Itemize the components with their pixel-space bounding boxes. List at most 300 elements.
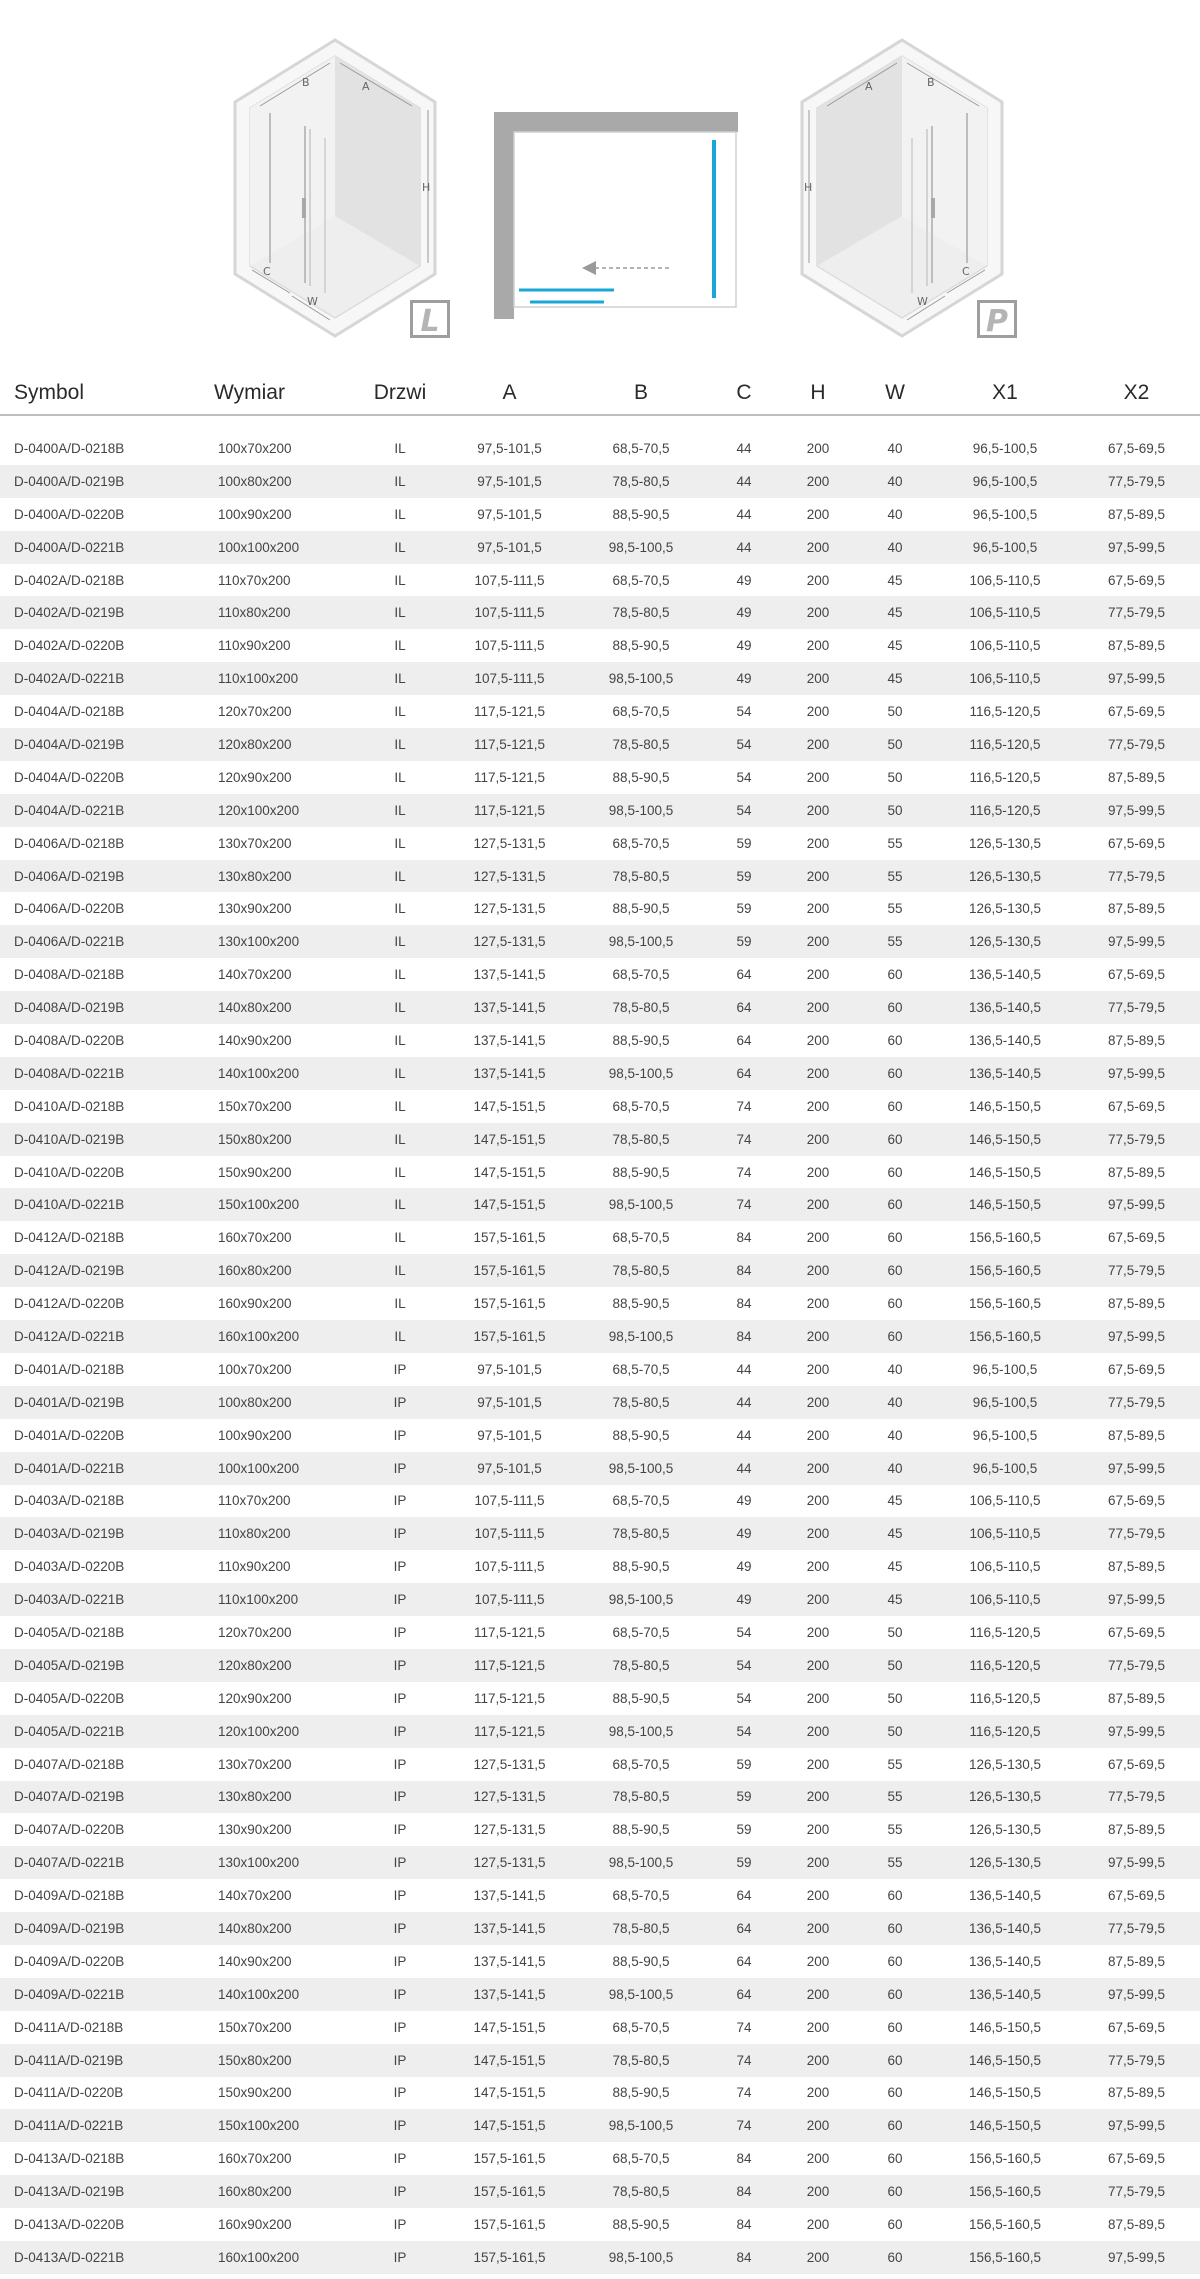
cell-x2: 77,5-79,5 [1073, 1386, 1200, 1419]
cell-b: 88,5-90,5 [612, 1164, 670, 1180]
cell-x2: 87,5-89,5 [1107, 1164, 1166, 1180]
cell-a: 157,5-161,5 [473, 2151, 546, 2167]
cell-w: 60 [853, 991, 937, 1024]
cell-c: 49 [705, 1517, 783, 1550]
cell-x2: 87,5-89,5 [1107, 1953, 1166, 1969]
cell-drzwi: IL [394, 638, 406, 654]
cell-b: 88,5-90,5 [612, 1690, 670, 1706]
table-row [0, 1846, 1200, 1879]
cell-drzwi: IL [358, 925, 442, 958]
cell-symbol: D-0400A/D-0219B [0, 465, 206, 498]
cell-w: 55 [887, 901, 903, 917]
cell-c: 49 [736, 572, 752, 588]
cell-h: 200 [806, 1493, 830, 1509]
table-row [0, 1057, 1200, 1090]
cell-wymiar: 120x100x200 [206, 1715, 358, 1748]
cell-h: 200 [806, 440, 830, 456]
cell-symbol: D-0400A/D-0221B [0, 531, 206, 564]
cell-x1: 106,5-110,5 [969, 1559, 1041, 1575]
cell-x2: 97,5-99,5 [1073, 531, 1200, 564]
cell-drzwi: IL [394, 769, 406, 785]
cell-b: 88,5-90,5 [612, 506, 670, 522]
table-row [0, 925, 1200, 958]
cell-c: 54 [705, 1715, 783, 1748]
cell-x1: 126,5-130,5 [968, 835, 1042, 851]
cell-c: 84 [736, 2151, 752, 2167]
cell-a: 137,5-141,5 [442, 1978, 577, 2011]
cell-a: 147,5-151,5 [442, 2109, 577, 2142]
cell-x2: 67,5-69,5 [1107, 2019, 1166, 2035]
cell-h: 200 [783, 1781, 853, 1814]
cell-a: 107,5-111,5 [442, 662, 577, 695]
cell-a: 157,5-161,5 [442, 1254, 577, 1287]
cell-a: 147,5-151,5 [442, 1123, 577, 1156]
cell-w: 60 [853, 1320, 937, 1353]
cell-c: 74 [705, 2044, 783, 2077]
cell-symbol: D-0405A/D-0220B [14, 1690, 125, 1706]
cell-h: 200 [806, 1756, 830, 1772]
cell-x2: 77,5-79,5 [1073, 1649, 1200, 1682]
cell-w: 50 [887, 1690, 903, 1706]
cell-x2: 67,5-69,5 [1107, 704, 1166, 720]
cell-wymiar: 150x100x200 [206, 1188, 358, 1221]
table-row [0, 1781, 1200, 1814]
cell-x1: 96,5-100,5 [972, 1361, 1038, 1377]
cell-b: 68,5-70,5 [612, 967, 670, 983]
cell-c: 84 [705, 1254, 783, 1287]
cell-c: 49 [705, 1583, 783, 1616]
cell-a: 117,5-121,5 [473, 704, 546, 720]
cell-w: 50 [853, 794, 937, 827]
cell-x2: 67,5-69,5 [1107, 572, 1166, 588]
cell-x2: 87,5-89,5 [1107, 1822, 1166, 1838]
right-enclosure-drawing [797, 38, 1007, 338]
label-w: W [917, 295, 928, 308]
cell-symbol: D-0405A/D-0221B [0, 1715, 206, 1748]
cell-symbol: D-0406A/D-0218B [14, 835, 125, 851]
cell-c: 54 [736, 1625, 752, 1640]
table-row [0, 2044, 1200, 2077]
cell-drzwi: IP [358, 1452, 442, 1485]
cell-drzwi: IP [358, 1781, 442, 1814]
cell-b: 98,5-100,5 [577, 1583, 705, 1616]
cell-w: 55 [887, 1822, 903, 1838]
cell-a: 107,5-111,5 [474, 638, 545, 654]
cell-h: 200 [783, 2044, 853, 2077]
cell-w: 50 [853, 1649, 937, 1682]
cell-wymiar: 160x100x200 [206, 1320, 358, 1353]
cell-w: 45 [853, 1583, 937, 1616]
cell-symbol: D-0404A/D-0218B [14, 704, 125, 720]
cell-a: 147,5-151,5 [473, 2085, 546, 2101]
cell-x1: 126,5-130,5 [968, 1822, 1042, 1838]
cell-x2: 67,5-69,5 [1107, 1361, 1166, 1377]
cell-h: 200 [806, 2085, 830, 2101]
cell-b: 78,5-80,5 [577, 1254, 705, 1287]
cell-w: 50 [887, 1625, 903, 1640]
cell-x1: 106,5-110,5 [937, 1517, 1073, 1550]
cell-h: 200 [783, 991, 853, 1024]
cell-drzwi: IL [394, 835, 406, 851]
table-row [0, 1485, 1200, 1518]
cell-drzwi: IL [358, 1057, 442, 1090]
cell-a: 157,5-161,5 [473, 1230, 546, 1246]
cell-c: 74 [705, 1188, 783, 1221]
cell-x1: 106,5-110,5 [937, 1583, 1073, 1616]
cell-drzwi: IL [394, 1032, 406, 1048]
cell-x1: 156,5-160,5 [937, 2241, 1073, 2274]
label-a: A [362, 80, 370, 93]
cell-wymiar: 120x80x200 [206, 728, 358, 761]
cell-wymiar: 130x100x200 [206, 1846, 358, 1879]
cell-drzwi: IL [394, 704, 406, 720]
cell-drzwi: IP [358, 1978, 442, 2011]
cell-x1: 116,5-120,5 [937, 1715, 1073, 1748]
cell-b: 98,5-100,5 [577, 1452, 705, 1485]
cell-drzwi: IP [358, 1649, 442, 1682]
cell-a: 107,5-111,5 [442, 1517, 577, 1550]
cell-c: 59 [705, 925, 783, 958]
cell-c: 54 [705, 794, 783, 827]
cell-x2: 97,5-99,5 [1073, 662, 1200, 695]
cell-wymiar: 150x100x200 [206, 2109, 358, 2142]
cell-symbol: D-0405A/D-0219B [0, 1649, 206, 1682]
cell-x1: 136,5-140,5 [968, 1888, 1042, 1904]
cell-c: 59 [736, 1756, 752, 1772]
cell-a: 97,5-101,5 [477, 440, 542, 456]
cell-wymiar: 140x70x200 [218, 1888, 292, 1904]
cell-c: 49 [705, 662, 783, 695]
cell-wymiar: 160x90x200 [218, 1296, 292, 1312]
cell-a: 97,5-101,5 [477, 506, 542, 522]
cell-c: 59 [705, 1781, 783, 1814]
cell-c: 49 [736, 1559, 752, 1575]
cell-b: 98,5-100,5 [577, 1188, 705, 1221]
cell-wymiar: 110x100x200 [206, 1583, 358, 1616]
cell-c: 74 [736, 2019, 752, 2035]
cell-wymiar: 130x90x200 [218, 901, 292, 917]
table-row [0, 2208, 1200, 2241]
table-row [0, 1616, 1200, 1649]
cell-w: 45 [887, 1559, 903, 1575]
cell-h: 200 [783, 2175, 853, 2208]
label-b: B [302, 76, 310, 89]
cell-x2: 97,5-99,5 [1073, 1583, 1200, 1616]
cell-x2: 67,5-69,5 [1107, 835, 1166, 851]
cell-w: 60 [887, 1953, 903, 1969]
table-row [0, 596, 1200, 629]
cell-a: 147,5-151,5 [473, 1164, 546, 1180]
table-row [0, 991, 1200, 1024]
cell-symbol: D-0406A/D-0221B [0, 925, 206, 958]
cell-w: 60 [887, 1888, 903, 1904]
cell-drzwi: IP [358, 1517, 442, 1550]
cell-drzwi: IP [358, 1846, 442, 1879]
cell-symbol: D-0412A/D-0219B [0, 1254, 206, 1287]
cell-a: 97,5-101,5 [442, 531, 577, 564]
cell-h: 200 [806, 835, 830, 851]
cell-drzwi: IP [393, 1888, 407, 1904]
cell-x2: 67,5-69,5 [1107, 1888, 1166, 1904]
cell-x1: 96,5-100,5 [937, 465, 1073, 498]
cell-b: 68,5-70,5 [612, 1361, 670, 1377]
cell-c: 54 [736, 704, 752, 720]
cell-b: 78,5-80,5 [577, 728, 705, 761]
table-row [0, 1583, 1200, 1616]
cell-symbol: D-0412A/D-0218B [14, 1230, 125, 1246]
cell-c: 64 [736, 1032, 752, 1048]
cell-x2: 67,5-69,5 [1107, 1493, 1166, 1509]
label-h: H [804, 181, 813, 194]
cell-w: 55 [853, 1846, 937, 1879]
cell-c: 59 [705, 860, 783, 893]
cell-drzwi: IP [393, 2019, 407, 2035]
cell-x1: 136,5-140,5 [937, 991, 1073, 1024]
cell-c: 44 [705, 1386, 783, 1419]
plan-view-drawing [494, 112, 739, 320]
cell-b: 78,5-80,5 [577, 465, 705, 498]
cell-symbol: D-0402A/D-0219B [0, 596, 206, 629]
cell-wymiar: 100x80x200 [206, 465, 358, 498]
cell-h: 200 [783, 1386, 853, 1419]
cell-x2: 77,5-79,5 [1073, 1517, 1200, 1550]
cell-drzwi: IL [358, 728, 442, 761]
cell-x2: 87,5-89,5 [1107, 506, 1166, 522]
cell-w: 55 [853, 925, 937, 958]
cell-x1: 156,5-160,5 [937, 1254, 1073, 1287]
cell-b: 98,5-100,5 [577, 1057, 705, 1090]
cell-x1: 126,5-130,5 [937, 1781, 1073, 1814]
cell-b: 68,5-70,5 [612, 1098, 670, 1114]
cell-c: 49 [705, 596, 783, 629]
cell-symbol: D-0412A/D-0220B [14, 1296, 125, 1312]
cell-h: 200 [806, 967, 830, 983]
cell-x2: 97,5-99,5 [1073, 1846, 1200, 1879]
cell-h: 200 [806, 704, 830, 720]
table-header-row [0, 372, 1200, 415]
cell-wymiar: 140x80x200 [206, 1912, 358, 1945]
cell-a: 127,5-131,5 [473, 1822, 546, 1838]
cell-a: 147,5-151,5 [442, 2044, 577, 2077]
cell-b: 78,5-80,5 [577, 1912, 705, 1945]
cell-w: 60 [853, 2109, 937, 2142]
cell-h: 200 [806, 1032, 830, 1048]
cell-drzwi: IP [393, 1625, 407, 1640]
cell-wymiar: 120x70x200 [218, 1625, 292, 1640]
cell-h: 200 [783, 596, 853, 629]
cell-h: 200 [783, 1254, 853, 1287]
cell-x1: 106,5-110,5 [937, 662, 1073, 695]
cell-x2: 67,5-69,5 [1107, 440, 1166, 456]
cell-x2: 77,5-79,5 [1073, 2175, 1200, 2208]
cell-x2: 77,5-79,5 [1073, 991, 1200, 1024]
cell-symbol: D-0413A/D-0221B [0, 2241, 206, 2274]
cell-drzwi: IL [394, 1098, 406, 1114]
table-row [0, 1813, 1200, 1846]
header-a: A [442, 372, 577, 415]
cell-x1: 136,5-140,5 [937, 1057, 1073, 1090]
cell-b: 68,5-70,5 [612, 2151, 670, 2167]
cell-drzwi: IL [358, 1320, 442, 1353]
cell-x1: 106,5-110,5 [969, 638, 1041, 654]
cell-b: 98,5-100,5 [577, 1846, 705, 1879]
cell-b: 98,5-100,5 [577, 1715, 705, 1748]
cell-x2: 67,5-69,5 [1107, 1230, 1166, 1246]
cell-drzwi: IL [358, 662, 442, 695]
cell-a: 107,5-111,5 [474, 1493, 545, 1509]
cell-wymiar: 130x90x200 [218, 1822, 292, 1838]
cell-h: 200 [806, 1296, 830, 1312]
cell-w: 60 [887, 1296, 903, 1312]
header-drzwi: Drzwi [358, 372, 442, 415]
header-b: B [577, 372, 705, 415]
label-w: W [307, 295, 318, 308]
label-a: A [865, 80, 873, 93]
cell-wymiar: 130x70x200 [218, 835, 292, 851]
cell-symbol: D-0410A/D-0219B [0, 1123, 206, 1156]
cell-b: 68,5-70,5 [612, 1625, 670, 1640]
cell-drzwi: IL [358, 1254, 442, 1287]
cell-drzwi: IP [393, 1361, 407, 1377]
cell-x2: 87,5-89,5 [1107, 1559, 1166, 1575]
header-c: C [705, 372, 783, 415]
cell-a: 137,5-141,5 [473, 1032, 546, 1048]
cell-wymiar: 160x100x200 [206, 2241, 358, 2274]
cell-x1: 96,5-100,5 [937, 531, 1073, 564]
cell-h: 200 [783, 1123, 853, 1156]
cell-wymiar: 140x100x200 [206, 1057, 358, 1090]
cell-b: 88,5-90,5 [612, 1953, 670, 1969]
cell-symbol: D-0400A/D-0220B [14, 506, 125, 522]
table-row [0, 662, 1200, 695]
cell-symbol: D-0404A/D-0221B [0, 794, 206, 827]
table-row [0, 958, 1200, 991]
cell-wymiar: 100x90x200 [218, 1427, 292, 1443]
cell-c: 54 [736, 769, 752, 785]
cell-wymiar: 100x80x200 [206, 1386, 358, 1419]
table-row [0, 564, 1200, 597]
cell-wymiar: 120x90x200 [218, 1690, 292, 1706]
cell-wymiar: 150x80x200 [206, 1123, 358, 1156]
table-row [0, 1715, 1200, 1748]
cell-a: 97,5-101,5 [477, 1361, 542, 1377]
cell-h: 200 [783, 1452, 853, 1485]
cell-wymiar: 100x70x200 [218, 440, 292, 456]
cell-w: 55 [853, 1781, 937, 1814]
cell-w: 40 [887, 440, 903, 456]
cell-drzwi: IL [358, 1188, 442, 1221]
table-row [0, 465, 1200, 498]
cell-symbol: D-0409A/D-0218B [14, 1888, 125, 1904]
cell-c: 44 [705, 531, 783, 564]
cell-b: 68,5-70,5 [612, 835, 670, 851]
cell-a: 117,5-121,5 [473, 769, 546, 785]
cell-c: 74 [705, 1123, 783, 1156]
cell-symbol: D-0409A/D-0221B [0, 1978, 206, 2011]
cell-c: 84 [736, 1230, 752, 1246]
cell-h: 200 [783, 2109, 853, 2142]
cell-x1: 126,5-130,5 [937, 860, 1073, 893]
cell-wymiar: 100x100x200 [206, 531, 358, 564]
cell-wymiar: 120x90x200 [218, 769, 292, 785]
cell-h: 200 [783, 794, 853, 827]
cell-h: 200 [783, 1978, 853, 2011]
cell-symbol: D-0411A/D-0219B [0, 2044, 206, 2077]
cell-symbol: D-0401A/D-0219B [0, 1386, 206, 1419]
table-row [0, 1024, 1200, 1057]
cell-b: 78,5-80,5 [577, 1781, 705, 1814]
specification-table [0, 372, 1200, 2274]
cell-a: 127,5-131,5 [442, 1846, 577, 1879]
cell-a: 117,5-121,5 [442, 1649, 577, 1682]
table-row [0, 1879, 1200, 1912]
cell-b: 68,5-70,5 [612, 704, 670, 720]
table-row [0, 1912, 1200, 1945]
cell-h: 200 [806, 572, 830, 588]
cell-h: 200 [806, 2217, 830, 2233]
cell-drzwi: IL [394, 1296, 406, 1312]
table-row [0, 1550, 1200, 1583]
cell-x1: 146,5-150,5 [937, 2109, 1073, 2142]
cell-x1: 146,5-150,5 [968, 2085, 1042, 2101]
cell-a: 107,5-111,5 [442, 596, 577, 629]
table-row [0, 2077, 1200, 2110]
table-row [0, 892, 1200, 925]
cell-x1: 156,5-160,5 [937, 1320, 1073, 1353]
cell-c: 74 [736, 1164, 752, 1180]
cell-x2: 77,5-79,5 [1073, 465, 1200, 498]
table-row [0, 531, 1200, 564]
cell-wymiar: 150x80x200 [206, 2044, 358, 2077]
cell-c: 64 [705, 991, 783, 1024]
cell-x2: 77,5-79,5 [1073, 2044, 1200, 2077]
cell-drzwi: IL [358, 794, 442, 827]
cell-w: 60 [887, 2151, 903, 2167]
table-row [0, 1123, 1200, 1156]
cell-a: 137,5-141,5 [442, 1912, 577, 1945]
cell-x1: 126,5-130,5 [968, 901, 1042, 917]
header-h: H [783, 372, 853, 415]
cell-a: 97,5-101,5 [442, 1386, 577, 1419]
cell-x1: 136,5-140,5 [968, 1953, 1042, 1969]
table-row [0, 2175, 1200, 2208]
cell-b: 78,5-80,5 [577, 1649, 705, 1682]
cell-w: 60 [853, 1254, 937, 1287]
cell-b: 78,5-80,5 [577, 1517, 705, 1550]
cell-x2: 97,5-99,5 [1073, 1320, 1200, 1353]
cell-wymiar: 100x70x200 [218, 1361, 292, 1377]
cell-c: 84 [705, 2175, 783, 2208]
cell-wymiar: 110x100x200 [206, 662, 358, 695]
cell-c: 74 [736, 1098, 752, 1114]
cell-w: 60 [853, 1978, 937, 2011]
cell-h: 200 [806, 1888, 830, 1904]
cell-symbol: D-0406A/D-0219B [0, 860, 206, 893]
cell-wymiar: 110x70x200 [218, 1493, 291, 1509]
cell-symbol: D-0413A/D-0219B [0, 2175, 206, 2208]
cell-symbol: D-0405A/D-0218B [14, 1625, 125, 1640]
cell-w: 50 [887, 704, 903, 720]
cell-wymiar: 120x70x200 [218, 704, 292, 720]
cell-x1: 116,5-120,5 [937, 794, 1073, 827]
cell-drzwi: IP [393, 1559, 407, 1575]
cell-symbol: D-0413A/D-0218B [14, 2151, 125, 2167]
cell-c: 59 [736, 1822, 752, 1838]
cell-drzwi: IP [393, 1427, 407, 1443]
cell-x1: 146,5-150,5 [937, 1188, 1073, 1221]
cell-h: 200 [806, 1559, 830, 1575]
cell-h: 200 [783, 1715, 853, 1748]
